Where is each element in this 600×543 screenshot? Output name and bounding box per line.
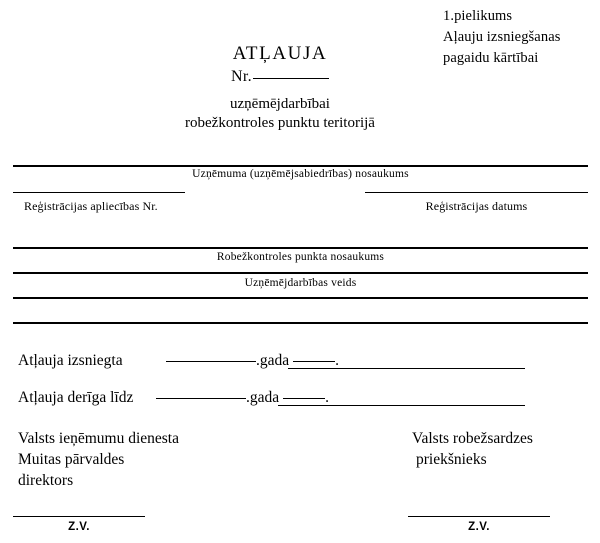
registration-date-caption: Reģistrācijas datums bbox=[425, 199, 528, 213]
business-type-rule-bottom bbox=[13, 297, 588, 299]
valid-day-blank[interactable] bbox=[283, 398, 325, 399]
permit-number-label: Nr. bbox=[231, 68, 252, 85]
company-name-caption: Uzņēmuma (uzņēmējsabiedrības) nosaukums bbox=[192, 168, 409, 180]
annex-line-3: pagaidu kārtībai bbox=[443, 50, 539, 66]
permit-number-row bbox=[0, 67, 560, 87]
stamp-rule-right bbox=[408, 516, 550, 517]
signature-left-line-1: Valsts ieņēmumu dienesta bbox=[18, 430, 179, 447]
signature-right-line-2: priekšnieks bbox=[416, 451, 487, 468]
business-type-caption: Uzņēmējdarbības veids bbox=[244, 277, 357, 289]
registration-certificate-caption: Reģistrācijas apliecības Nr. bbox=[24, 199, 158, 213]
valid-until-label: Atļauja derīga līdz bbox=[18, 389, 134, 406]
border-point-caption: Robežkontroles punkta nosaukums bbox=[216, 251, 385, 263]
signature-block-right bbox=[412, 428, 592, 470]
signature-left-line-3: direktors bbox=[18, 472, 74, 489]
stamp-label-left: Z.V. bbox=[68, 521, 90, 533]
border-point-rule-top bbox=[13, 247, 588, 249]
page-title: ATĻAUJA bbox=[232, 43, 328, 64]
valid-month-rule[interactable] bbox=[278, 405, 525, 406]
valid-year-word: .gada bbox=[246, 389, 280, 406]
valid-period: . bbox=[325, 389, 330, 406]
subtitle-line-1: uzņēmējdarbībai bbox=[230, 96, 330, 112]
registration-date-rule bbox=[365, 192, 588, 193]
issued-month-rule[interactable] bbox=[288, 368, 525, 369]
issued-period: . bbox=[335, 352, 340, 369]
signature-left-line-2: Muitas pārvaldes bbox=[18, 451, 125, 468]
registration-certificate-rule bbox=[13, 192, 185, 193]
annex-line-2: Aļauju izsniegšanas bbox=[443, 29, 561, 45]
border-point-rule-bottom bbox=[13, 272, 588, 274]
signature-right-line-1: Valsts robežsardzes bbox=[412, 430, 533, 447]
permit-number-blank[interactable] bbox=[253, 78, 329, 79]
issued-day-blank[interactable] bbox=[293, 361, 335, 362]
stamp-rule-left bbox=[13, 516, 145, 517]
signature-block-left bbox=[18, 428, 318, 491]
stamp-label-right: Z.V. bbox=[468, 521, 490, 533]
company-name-rule bbox=[13, 165, 588, 167]
document-title-block bbox=[0, 43, 560, 87]
valid-year-blank[interactable] bbox=[156, 398, 246, 399]
annex-line-1: 1.pielikums bbox=[443, 8, 513, 24]
document-subtitle-block bbox=[0, 95, 560, 133]
subtitle-line-2: robežkontroles punktu teritorijā bbox=[185, 115, 375, 131]
issued-year-word: .gada bbox=[256, 352, 290, 369]
issued-year-blank[interactable] bbox=[166, 361, 256, 362]
issued-date-label: Atļauja izsniegta bbox=[18, 352, 123, 369]
section-divider-rule bbox=[13, 322, 588, 324]
